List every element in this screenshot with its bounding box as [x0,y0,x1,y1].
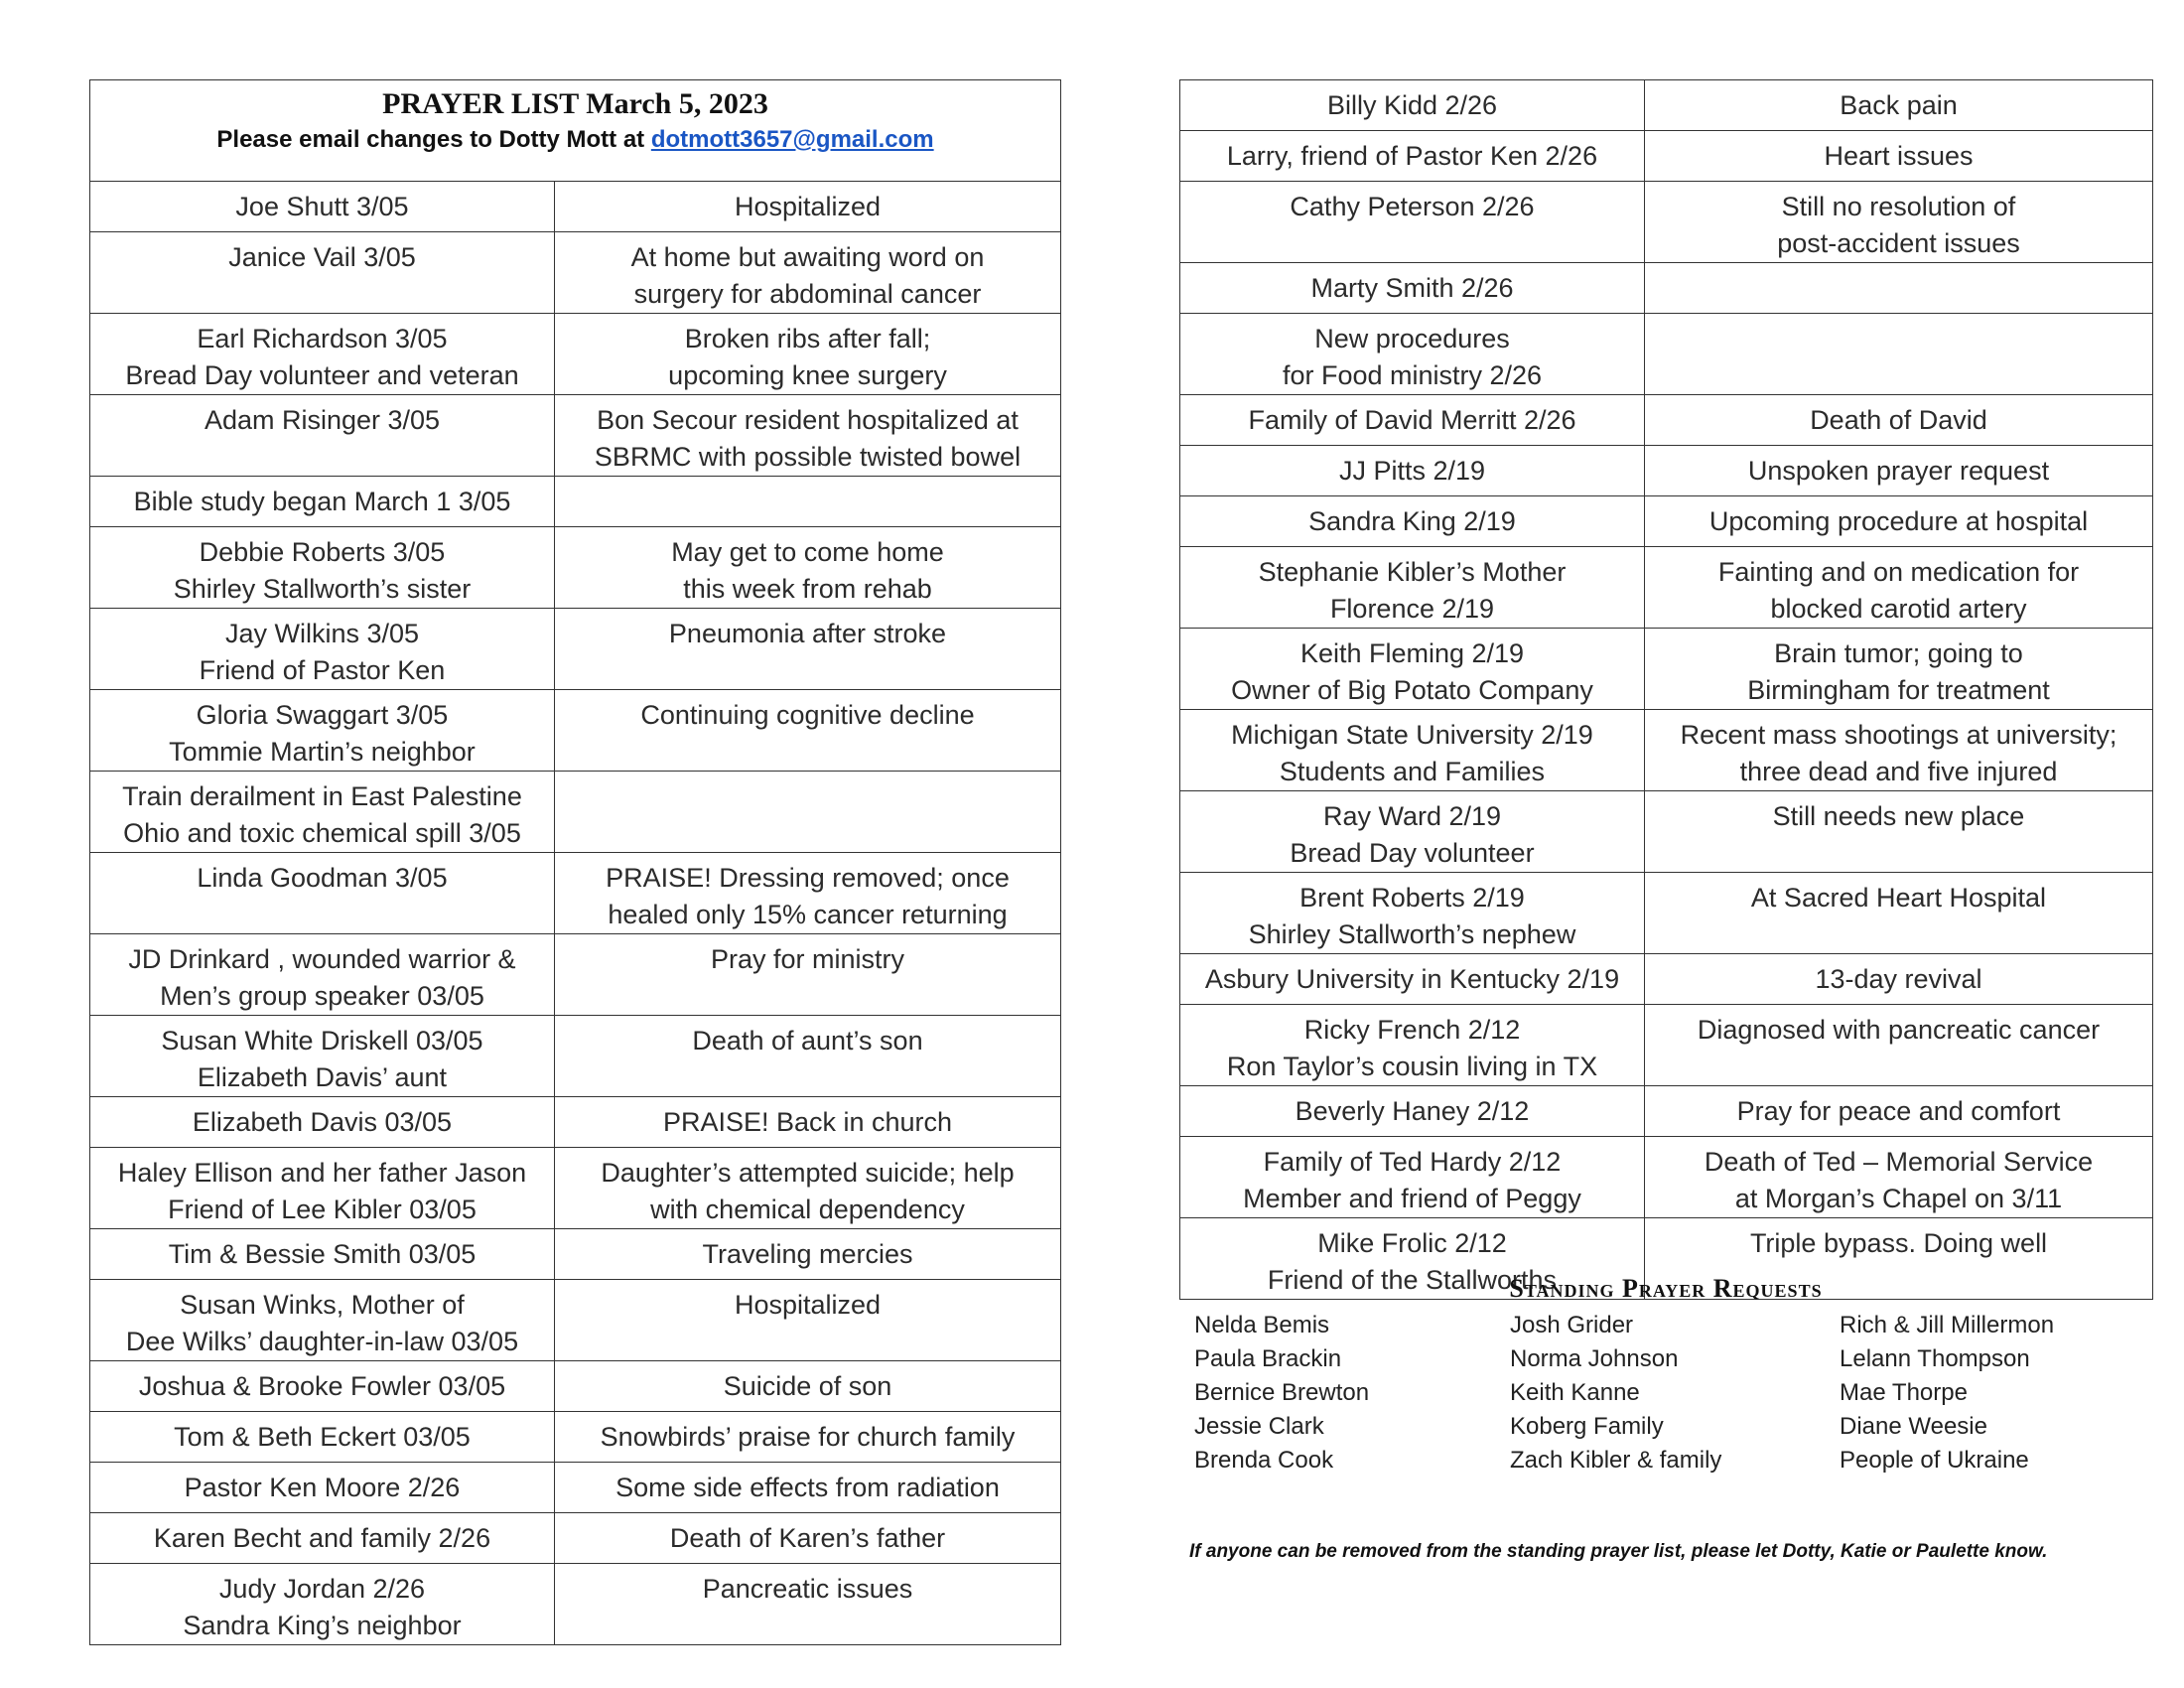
prayer-name-cell [90,1016,555,1097]
prayer-name-line: Jay Wilkins 3/05 [224,619,420,648]
prayer-name-cell [90,934,555,1016]
prayer-request-cell [1645,629,2153,710]
prayer-table-right-body [1180,80,2153,1300]
prayer-name-cell [1180,710,1645,791]
prayer-name-line: Train derailment in East Palestine [122,781,522,811]
standing-request-item: Josh Grider [1510,1312,1634,1338]
prayer-request-line: healed only 15% cancer returning [608,900,1008,929]
standing-request-item: Norma Johnson [1510,1345,1679,1372]
prayer-request-line: Traveling mercies [702,1239,913,1269]
prayer-name-line: Family of David Merritt 2/26 [1248,405,1576,435]
prayer-request-cell [1645,547,2153,629]
prayer-name-line: Adam Risinger 3/05 [204,405,441,435]
prayer-name-line: Susan White Driskell 03/05 [161,1026,483,1055]
prayer-request-line: Unspoken prayer request [1747,456,2050,486]
prayer-request-line: this week from rehab [683,574,932,604]
page-title: PRAYER LIST March 5, 2023 [382,87,768,120]
prayer-name-cell [1180,629,1645,710]
prayer-request-line: Pancreatic issues [702,1574,913,1604]
email-instructions [96,124,1054,156]
standing-request-item: Bernice Brewton [1194,1379,1370,1406]
prayer-row [90,853,1061,934]
prayer-name-cell [90,853,555,934]
prayer-name-cell [1180,263,1645,314]
prayer-request-cell [555,690,1061,772]
prayer-name-line: Marty Smith 2/26 [1310,273,1514,303]
prayer-name-line: Billy Kidd 2/26 [1326,90,1498,120]
prayer-name-cell [90,1280,555,1361]
prayer-name-line: Debbie Roberts 3/05 [199,537,446,567]
prayer-name-line: Sandra King’s neighbor [183,1611,462,1640]
prayer-name-line: Haley Ellison and her father Jason [117,1158,527,1188]
prayer-request-line: May get to come home [671,537,944,567]
prayer-name-cell [90,1463,555,1513]
prayer-request-line: 13-day revival [1815,964,1982,994]
prayer-request-cell [555,934,1061,1016]
prayer-request-line: Pray for peace and comfort [1736,1096,2061,1126]
prayer-name-line: for Food ministry 2/26 [1282,360,1543,390]
prayer-row [1180,496,2153,547]
prayer-name-line: Owner of Big Potato Company [1231,675,1593,705]
prayer-name-line: Susan Winks, Mother of [180,1290,465,1320]
prayer-request-cell [1645,496,2153,547]
prayer-name-line: Beverly Haney 2/12 [1295,1096,1530,1126]
prayer-request-cell [555,1463,1061,1513]
prayer-request-cell [555,1361,1061,1412]
prayer-request-line: Broken ribs after fall; [684,324,931,353]
prayer-row [1180,314,2153,395]
standing-request-item: Jessie Clark [1194,1413,1324,1440]
prayer-name-line: Stephanie Kibler’s Mother [1258,557,1567,587]
prayer-list-header-row [90,80,1061,182]
prayer-name-line: Shirley Stallworth’s nephew [1248,919,1576,949]
prayer-row [90,772,1061,853]
prayer-name-line: Ray Ward 2/19 [1322,801,1502,831]
prayer-row [1180,1137,2153,1218]
prayer-name-line: Joshua & Brooke Fowler 03/05 [138,1371,506,1401]
prayer-request-line: Triple bypass. Doing well [1749,1228,2048,1258]
removal-note: If anyone can be removed from the standing prayer list, please let Dotty, Katie or Paulette know. [1189,1541,2048,1562]
prayer-name-line: Tommie Martin’s neighbor [169,737,476,767]
prayer-table-right [1179,79,2153,1300]
prayer-request-line: Death of Ted – Memorial Service [1704,1147,2094,1177]
prayer-name-cell [90,609,555,690]
prayer-request-line: three dead and five injured [1739,757,2058,786]
prayer-row [1180,954,2153,1005]
prayer-name-cell [1180,496,1645,547]
standing-request-item: Diane Weesie [1840,1413,1987,1440]
prayer-name-cell [1180,80,1645,131]
prayer-name-line: New procedures [1314,324,1510,353]
prayer-row [90,1148,1061,1229]
prayer-row [90,477,1061,527]
prayer-name-line: Friend of Lee Kibler 03/05 [168,1195,477,1224]
prayer-request-line: at Morgan’s Chapel on 3/11 [1734,1184,2063,1213]
prayer-name-line: Keith Fleming 2/19 [1299,638,1525,668]
prayer-request-cell [1645,791,2153,873]
prayer-row [1180,131,2153,182]
prayer-name-cell [90,314,555,395]
prayer-row [1180,263,2153,314]
prayer-row [1180,395,2153,446]
prayer-name-line: Florence 2/19 [1329,594,1495,624]
prayer-request-line: Back pain [1840,90,1958,120]
prayer-row [90,232,1061,314]
prayer-request-line: Some side effects from radiation [615,1473,1000,1502]
prayer-name-line: Mike Frolic 2/12 [1317,1228,1507,1258]
prayer-request-cell [1645,873,2153,954]
prayer-request-line: Pray for ministry [710,944,905,974]
prayer-name-cell [90,527,555,609]
prayer-name-line: Judy Jordan 2/26 [218,1574,426,1604]
prayer-row [90,1016,1061,1097]
prayer-name-line: Elizabeth Davis 03/05 [192,1107,453,1137]
prayer-request-line: SBRMC with possible twisted bowel [594,442,1022,472]
prayer-request-cell [1645,182,2153,263]
prayer-request-line: Fainting and on medication for [1717,557,2080,587]
prayer-row [1180,1086,2153,1137]
prayer-name-cell [90,395,555,477]
prayer-row [90,1229,1061,1280]
prayer-name-line: Karen Becht and family 2/26 [153,1523,491,1553]
prayer-name-line: Larry, friend of Pastor Ken 2/26 [1226,141,1598,171]
prayer-name-line: Joe Shutt 3/05 [235,192,409,221]
prayer-name-cell [1180,1086,1645,1137]
prayer-name-cell [90,1412,555,1463]
prayer-request-cell [1645,446,2153,496]
prayer-name-line: Brent Roberts 2/19 [1299,883,1525,913]
prayer-name-line: Bread Day volunteer and veteran [125,360,519,390]
prayer-name-cell [90,1513,555,1564]
standing-request-item: People of Ukraine [1840,1447,2029,1474]
prayer-row [90,1412,1061,1463]
prayer-request-line: Death of David [1810,405,1987,435]
prayer-request-cell [555,477,1061,527]
prayer-name-cell [90,232,555,314]
prayer-row [1180,446,2153,496]
prayer-request-cell [555,1513,1061,1564]
prayer-name-cell [1180,1005,1645,1086]
prayer-name-line: Tom & Beth Eckert 03/05 [174,1422,471,1452]
prayer-name-line: Ricky French 2/12 [1303,1015,1521,1045]
prayer-row [90,1513,1061,1564]
prayer-name-cell [90,1097,555,1148]
standing-request-item: Brenda Cook [1194,1447,1334,1474]
prayer-name-line: Friend of the Stallworths [1267,1265,1558,1295]
prayer-name-line: Linda Goodman 3/05 [197,863,448,893]
prayer-request-cell [555,853,1061,934]
prayer-request-cell [555,1097,1061,1148]
standing-request-item: Zach Kibler & family [1510,1447,1722,1474]
prayer-request-line: Recent mass shootings at university; [1680,720,2117,750]
prayer-row [90,690,1061,772]
prayer-request-cell [1645,1005,2153,1086]
prayer-name-line: Tim & Bessie Smith 03/05 [168,1239,477,1269]
prayer-request-line: Continuing cognitive decline [640,700,975,730]
standing-request-item: Nelda Bemis [1194,1312,1330,1338]
prayer-row [90,1361,1061,1412]
prayer-table-left [89,79,1061,1645]
prayer-request-line: surgery for abdominal cancer [633,279,982,309]
prayer-request-line: Upcoming procedure at hospital [1708,506,2089,536]
prayer-name-cell [1180,446,1645,496]
prayer-name-line: Michigan State University 2/19 [1231,720,1593,750]
prayer-request-cell [1645,1137,2153,1218]
prayer-row [1180,791,2153,873]
prayer-name-line: Earl Richardson 3/05 [197,324,448,353]
prayer-request-cell [1645,263,2153,314]
prayer-row [90,1463,1061,1513]
prayer-request-cell [555,1148,1061,1229]
prayer-request-line: with chemical dependency [650,1195,965,1224]
prayer-name-cell [1180,791,1645,873]
prayer-name-cell [90,1229,555,1280]
prayer-row [1180,80,2153,131]
prayer-name-line: Janice Vail 3/05 [228,242,416,272]
standing-request-item: Koberg Family [1510,1413,1664,1440]
prayer-request-cell [1645,710,2153,791]
prayer-name-cell [1180,395,1645,446]
prayer-request-line: blocked carotid artery [1770,594,2027,624]
prayer-row [1180,182,2153,263]
prayer-name-line: Member and friend of Peggy [1243,1184,1581,1213]
prayer-name-cell [90,477,555,527]
prayer-request-cell [555,1016,1061,1097]
prayer-request-cell [555,1564,1061,1645]
standing-requests-title: Standing Prayer Requests [1509,1274,1823,1303]
prayer-request-line: Death of Karen’s father [669,1523,946,1553]
prayer-request-line: Heart issues [1824,141,1974,171]
prayer-request-line: Bon Secour resident hospitalized at [597,405,1019,435]
prayer-table-left-body [90,80,1061,1645]
prayer-request-line: Birmingham for treatment [1747,675,2050,705]
prayer-request-cell [1645,1086,2153,1137]
prayer-row [1180,1005,2153,1086]
prayer-list-header [90,80,1061,182]
prayer-request-line: At home but awaiting word on [630,242,985,272]
prayer-name-line: Bread Day volunteer [1290,838,1535,868]
standing-request-item: Rich & Jill Millermon [1840,1312,2055,1338]
prayer-name-cell [90,772,555,853]
prayer-request-cell [555,182,1061,232]
prayer-request-line: PRAISE! Back in church [662,1107,953,1137]
prayer-request-line: At Sacred Heart Hospital [1750,883,2047,913]
prayer-request-cell [555,527,1061,609]
prayer-request-line: Hospitalized [734,1290,882,1320]
standing-requests-column [1510,1309,1721,1477]
prayer-name-cell [90,1361,555,1412]
prayer-request-cell [555,232,1061,314]
prayer-name-line: Family of Ted Hardy 2/12 [1263,1147,1562,1177]
prayer-row [90,1097,1061,1148]
prayer-name-cell [1180,131,1645,182]
prayer-name-cell [1180,1137,1645,1218]
prayer-request-cell [1645,395,2153,446]
email-instructions-text: Please email changes to Dotty Mott at [216,126,651,153]
prayer-request-cell [1645,131,2153,182]
prayer-request-cell [555,314,1061,395]
prayer-name-line: Shirley Stallworth’s sister [173,574,472,604]
prayer-name-line: Bible study began March 1 3/05 [133,487,511,516]
prayer-request-line: Still needs new place [1772,801,2025,831]
prayer-row [1180,629,2153,710]
prayer-name-cell [90,690,555,772]
prayer-request-line: Still no resolution of [1781,192,2016,221]
prayer-request-line: Daughter’s attempted suicide; help [601,1158,1015,1188]
prayer-row [1180,547,2153,629]
prayer-request-cell [1645,314,2153,395]
prayer-row [90,609,1061,690]
prayer-row [1180,873,2153,954]
prayer-name-cell [1180,182,1645,263]
prayer-request-cell [1645,80,2153,131]
prayer-name-cell [1180,547,1645,629]
prayer-name-cell [90,1148,555,1229]
prayer-name-line: Ron Taylor’s cousin living in TX [1226,1052,1598,1081]
prayer-request-line: Brain tumor; going to [1774,638,2023,668]
prayer-request-cell [555,772,1061,853]
prayer-request-cell [555,1229,1061,1280]
standing-request-item: Mae Thorpe [1840,1379,1968,1406]
standing-requests-column [1194,1309,1369,1477]
standing-request-item: Paula Brackin [1194,1345,1342,1372]
prayer-name-line: Friend of Pastor Ken [199,655,446,685]
standing-request-item: Lelann Thompson [1840,1345,2030,1372]
prayer-name-cell [90,182,555,232]
prayer-name-line: Gloria Swaggart 3/05 [196,700,449,730]
prayer-name-cell [1180,873,1645,954]
prayer-request-line: upcoming knee surgery [668,360,947,390]
prayer-name-line: Elizabeth Davis’ aunt [197,1062,448,1092]
prayer-row [90,395,1061,477]
prayer-name-cell [90,1564,555,1645]
prayer-name-line: JD Drinkard , wounded warrior & [128,944,516,974]
prayer-row [90,527,1061,609]
prayer-name-line: Men’s group speaker 03/05 [160,981,484,1011]
prayer-row [1180,710,2153,791]
prayer-name-line: JJ Pitts 2/19 [1338,456,1486,486]
prayer-request-line: Pneumonia after stroke [668,619,947,648]
prayer-name-line: Asbury University in Kentucky 2/19 [1204,964,1620,994]
prayer-row [90,934,1061,1016]
prayer-request-cell [555,1412,1061,1463]
standing-request-item: Keith Kanne [1510,1379,1640,1406]
prayer-row [90,314,1061,395]
prayer-request-cell [555,1280,1061,1361]
prayer-request-line: Death of aunt’s son [692,1026,923,1055]
prayer-request-line: PRAISE! Dressing removed; once [606,863,1010,893]
prayer-request-cell [555,609,1061,690]
prayer-name-cell [1180,314,1645,395]
prayer-request-cell [555,395,1061,477]
prayer-name-line: Students and Families [1279,757,1546,786]
prayer-row [90,1280,1061,1361]
prayer-request-line: post-accident issues [1777,228,2020,258]
email-link[interactable]: dotmott3657@gmail.com [650,126,934,153]
prayer-request-line: Suicide of son [723,1371,892,1401]
prayer-request-line: Hospitalized [734,192,882,221]
prayer-name-line: Sandra King 2/19 [1308,506,1516,536]
prayer-row [90,182,1061,232]
prayer-row [90,1564,1061,1645]
prayer-request-line: Snowbirds’ praise for church family [600,1422,1016,1452]
prayer-name-line: Pastor Ken Moore 2/26 [184,1473,461,1502]
prayer-name-cell [1180,954,1645,1005]
prayer-request-cell [1645,954,2153,1005]
prayer-request-line: Diagnosed with pancreatic cancer [1697,1015,2101,1045]
prayer-name-line: Dee Wilks’ daughter-in-law 03/05 [125,1327,519,1356]
prayer-name-line: Ohio and toxic chemical spill 3/05 [123,818,521,848]
standing-requests-column [1840,1309,2054,1477]
prayer-name-line: Cathy Peterson 2/26 [1290,192,1535,221]
